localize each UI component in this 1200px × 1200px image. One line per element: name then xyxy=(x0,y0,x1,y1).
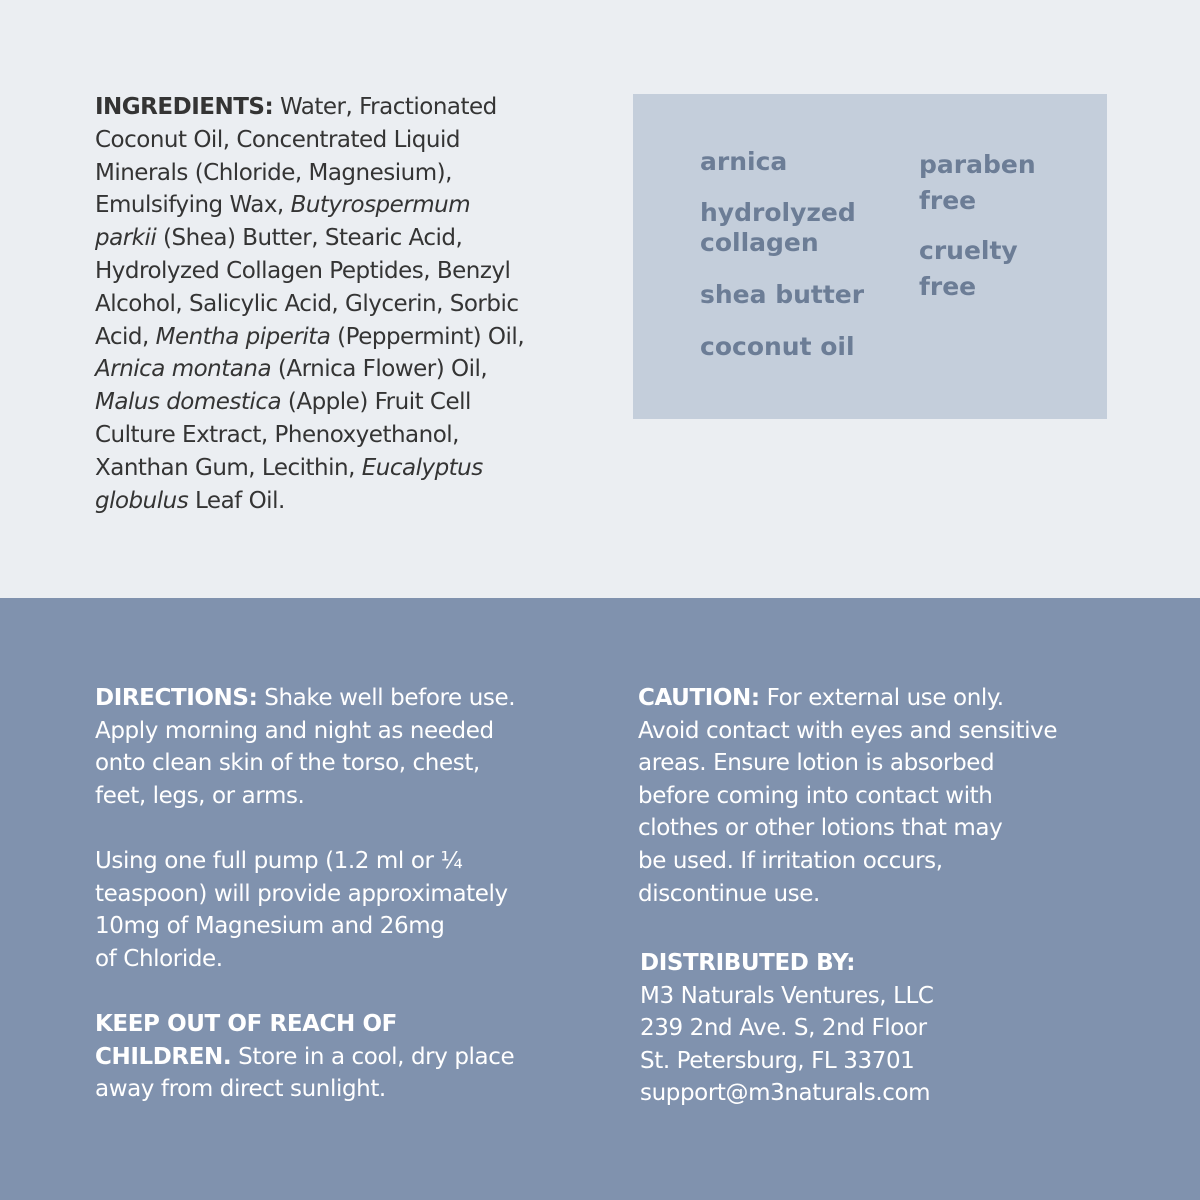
directions-block: DIRECTIONS: Shake well before use. Apply morning and night as needed onto clean skin of the torso, chest, feet, legs, or arms. xyxy=(95,685,516,809)
badge-coconut-oil: coconut oil xyxy=(700,332,855,361)
ingredients-line: Xanthan Gum, Lecithin, Eucalyptus xyxy=(95,454,483,481)
ingredients-line: Alcohol, Salicylic Acid, Glycerin, Sorbic xyxy=(95,290,519,317)
directions-heading: DIRECTIONS: xyxy=(95,685,258,711)
badge-arnica: arnica xyxy=(700,147,788,176)
features-box xyxy=(633,94,1107,419)
distributor-heading: DISTRIBUTED BY: xyxy=(640,950,856,976)
caution-heading: CAUTION: xyxy=(638,685,760,711)
badge-shea-butter: shea butter xyxy=(700,280,865,309)
ingredients-line: Emulsifying Wax, Butyrospermum xyxy=(95,192,471,219)
ingredients-heading: INGREDIENTS: xyxy=(95,94,274,120)
ingredients-line: Minerals (Chloride, Magnesium), xyxy=(95,159,452,186)
ingredients-line: Acid, Mentha piperita (Peppermint) Oil, xyxy=(95,323,525,350)
distributor-name: M3 Naturals Ventures, LLC xyxy=(640,982,934,1009)
dosage-block: Using one full pump (1.2 ml or ¼ teaspoon) will provide approximately 10mg of Magnesium and 26mg of Chloride. xyxy=(95,848,508,972)
ingredients-line: Culture Extract, Phenoxyethanol, xyxy=(95,421,459,448)
caution-block: CAUTION: For external use only. Avoid contact with eyes and sensitive areas. Ensure lotion is absorbed before coming into contact with clothes or other lotions that may be used. If irritation occurs, discontinue use. xyxy=(638,685,1058,907)
ingredients-line: parkii (Shea) Butter, Stearic Acid, xyxy=(95,225,463,252)
ingredients-line: INGREDIENTS: Water, Fractionated xyxy=(95,94,497,120)
ingredients-line: Malus domestica (Apple) Fruit Cell xyxy=(95,389,471,416)
ingredients-line: Hydrolyzed Collagen Peptides, Benzyl xyxy=(95,257,511,284)
badge-hydrolyzed-collagen: hydrolyzed collagen xyxy=(700,198,856,257)
badge-cruelty-free: cruelty free xyxy=(919,236,1018,301)
distributor-address-line2: St. Petersburg, FL 33701 xyxy=(640,1047,915,1074)
keep-out-block: KEEP OUT OF REACH OF CHILDREN. Store in a cool, dry place away from direct sunlight. xyxy=(95,1011,515,1103)
distributor-address-line1: 239 2nd Ave. S, 2nd Floor xyxy=(640,1015,927,1042)
badge-paraben-free: paraben free xyxy=(919,150,1036,215)
ingredients-line: Arnica montana (Arnica Flower) Oil, xyxy=(95,356,488,383)
distributor-block xyxy=(640,947,934,1110)
ingredients-line: globulus Leaf Oil. xyxy=(95,487,285,514)
distributor-email: support@m3naturals.com xyxy=(640,1080,931,1107)
ingredients-line: Coconut Oil, Concentrated Liquid xyxy=(95,126,460,153)
ingredients-block xyxy=(95,91,585,517)
keep-out-heading: KEEP OUT OF REACH OF xyxy=(95,1011,397,1037)
